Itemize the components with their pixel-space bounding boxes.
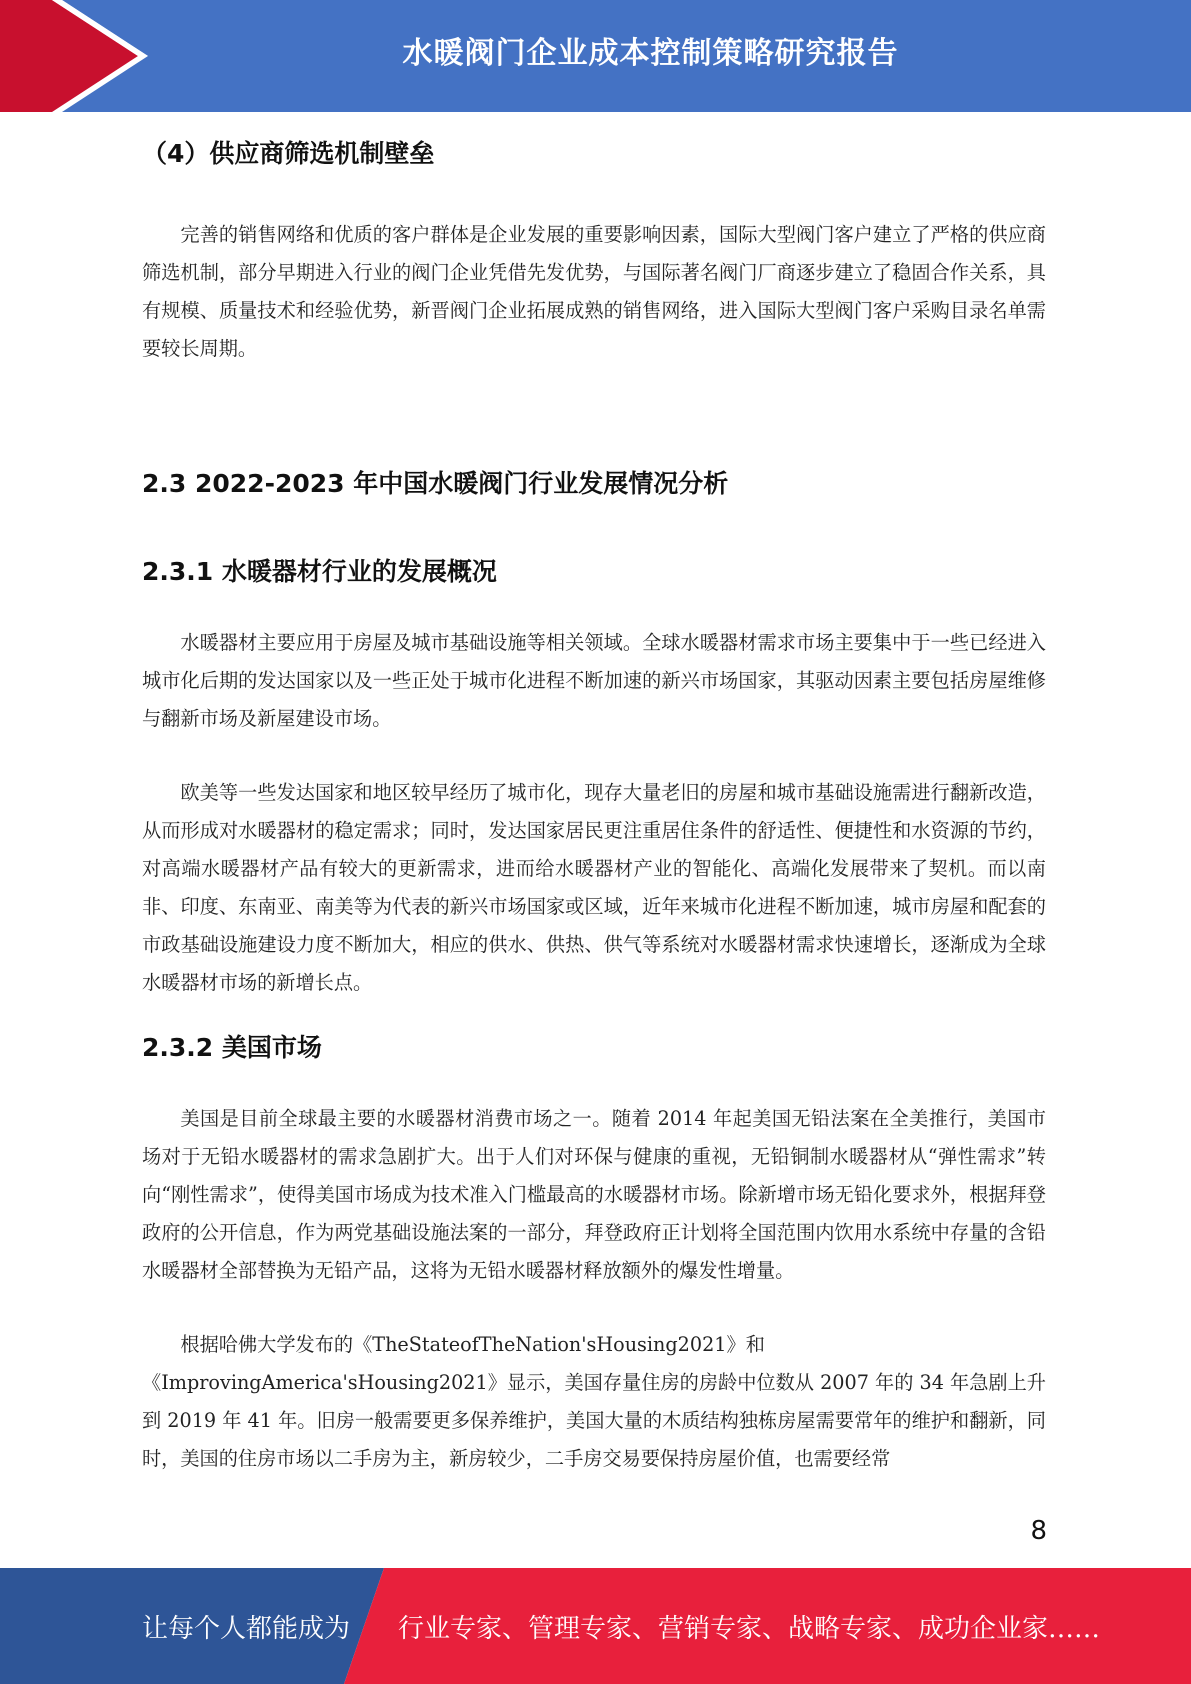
section-title-2-3-1: 2.3.1 水暖器材行业的发展概况: [142, 557, 497, 586]
paragraph-2-3-2-a: 美国是目前全球最主要的水暖器材消费市场之一。随着 2014 年起美国无铅法案在全美推行，美国市场对于无铅水暖器材的需求急剧扩大。出于人们对环保与健康的重视，无铅铜制水暖器材从“弹性需求”转向“刚性需求”，使得美国市场成为技术准入门槛最高的水暖器材市场。除新增市场无铅化要求外，根据拜登政府的公开信息，作为两党基础设施法案的一部分，拜登政府正计划将全国范围内饮用水系统中存量的含铅水暖器材全部替换为无铅产品，这将为无铅水暖器材释放额外的爆发性增量。: [142, 1107, 1046, 1282]
paragraph-2-3-1-b: 欧美等一些发达国家和地区较早经历了城市化，现存大量老旧的房屋和城市基础设施需进行翻新改造，从而形成对水暖器材的稳定需求；同时，发达国家居民更注重居住条件的舒适性、便捷性和水资源的节约，对高端水暖器材产品有较大的更新需求，进而给水暖器材产业的智能化、高端化发展带来了契机。而以南非、印度、东南亚、南美等为代表的新兴市场国家或区域，近年来城市化进程不断加速，城市房屋和配套的市政基础设施建设力度不断加大，相应的供水、供热、供气等系统对水暖器材需求快速增长，逐渐成为全球水暖器材市场的新增长点。: [142, 781, 1046, 994]
section-title-2-3: 2.3 2022-2023 年中国水暖阀门行业发展情况分析: [142, 469, 729, 498]
section-title-supplier-barrier: （4）供应商筛选机制壁垒: [142, 139, 435, 168]
page-footer: [0, 1568, 1191, 1684]
page-header: [0, 0, 1191, 112]
paragraph-2-3-2-b-line1: 根据哈佛大学发布的《TheStateofTheNation'sHousing2021》和: [180, 1333, 765, 1356]
paragraph-supplier: 完善的销售网络和优质的客户群体是企业发展的重要影响因素，国际大型阀门客户建立了严格的供应商筛选机制，部分早期进入行业的阀门企业凭借先发优势，与国际著名阀门厂商逐步建立了稳固合作关系，具有规模、质量技术和经验优势，新晋阀门企业拓展成熟的销售网络，进入国际大型阀门客户采购目录名单需要较长周期。: [142, 223, 1046, 360]
footer-slogan-right: 行业专家、管理专家、营销专家、战略专家、成功企业家……: [398, 1614, 1101, 1644]
page-number: 8: [1030, 1516, 1047, 1546]
header-title: 水暖阀门企业成本控制策略研究报告: [402, 36, 899, 71]
paragraph-2-3-1-a: 水暖器材主要应用于房屋及城市基础设施等相关领域。全球水暖器材需求市场主要集中于一些已经进入城市化后期的发达国家以及一些正处于城市化进程不断加速的新兴市场国家，其驱动因素主要包括房屋维修与翻新市场及新屋建设市场。: [142, 631, 1046, 730]
paragraph-2-3-2-b-rest: 《ImprovingAmerica'sHousing2021》显示，美国存量住房的房龄中位数从 2007 年的 34 年急剧上升到 2019 年 41 年。旧房一般需要更多保养维护，美国大量的木质结构独栋房屋需要常年的维护和翻新，同时，美国的住房市场以二手房为主，新房较少，二手房交易要保持房屋价值，也需要经常: [142, 1371, 1046, 1470]
footer-slogan-left: 让每个人都能成为: [142, 1614, 351, 1644]
section-title-2-3-2: 2.3.2 美国市场: [142, 1033, 322, 1062]
document-body: [142, 128, 1046, 1478]
